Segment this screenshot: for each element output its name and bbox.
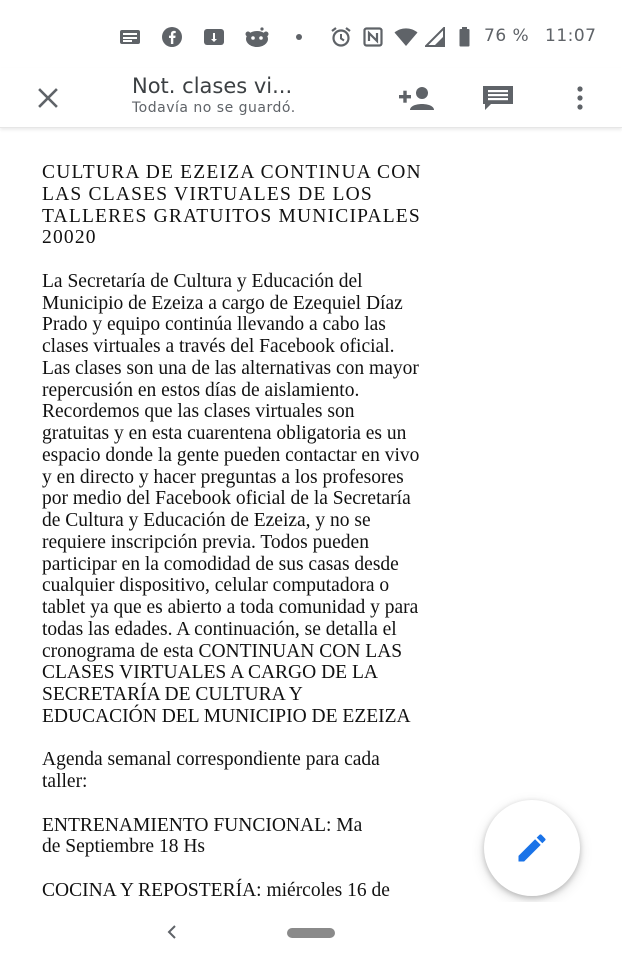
back-icon (165, 923, 179, 941)
text-line: participar en la comodidad de sus casas desde (42, 553, 399, 575)
text-line: cualquier dispositivo, celular computadora o (42, 575, 390, 597)
text-line: SECRETARÍA DE CULTURA Y (42, 684, 303, 705)
text-line: gratuitas y en esta cuarentena obligatoria es un (42, 423, 407, 444)
text-line: tablet ya que es abierto a toda comunidad y para (42, 597, 419, 618)
share-button[interactable] (392, 78, 438, 118)
text-line: espacio donde la gente pueden contactar en vivo (42, 444, 420, 466)
text-line: Municipio de Ezeiza a cargo de Ezequiel Díaz (42, 292, 403, 314)
body-paragraph (42, 271, 587, 728)
status-bar (0, 0, 622, 68)
heading-line: LAS CLASES VIRTUALES DE LOS (42, 183, 373, 205)
text-line: taller: (42, 771, 88, 792)
comment-icon (481, 84, 515, 112)
text-line: Agenda semanal correspondiente para cada (42, 749, 380, 771)
close-icon (36, 86, 60, 110)
text-line: La Secretaría de Cultura y Educación del (42, 270, 363, 292)
text-line: EDUCACIÓN DEL MUNICIPIO DE EZEIZA (42, 705, 411, 727)
heading-line: 20020 (42, 227, 97, 249)
battery-percent: 76 % (484, 26, 530, 46)
wifi-icon (394, 27, 418, 47)
text-line: requiere inscripción previa. Todos pueden (42, 531, 369, 553)
text-line: de Cultura y Educación de Ezeiza, y no se (42, 510, 371, 531)
system-nav-bar (0, 902, 622, 960)
home-pill[interactable] (287, 928, 335, 938)
text-line: CLASES VIRTUALES A CARGO DE LA (42, 662, 378, 684)
nfc-icon (362, 27, 384, 47)
save-status: Todavía no se guardó. (132, 100, 296, 116)
alarm-icon (330, 26, 352, 48)
text-line: Prado y equipo continúa llevando a cabo las (42, 314, 386, 336)
heading (42, 162, 587, 249)
battery-icon (458, 27, 470, 47)
close-button[interactable] (30, 80, 66, 116)
add-person-icon (395, 85, 435, 111)
more-vert-icon (576, 86, 584, 110)
more-options-button[interactable] (566, 80, 594, 116)
back-button[interactable] (160, 920, 184, 944)
text-line: todas las edades. A continuación, se detalla el (42, 618, 397, 640)
notification-icons (118, 24, 474, 50)
clock: 11:07 (545, 26, 597, 46)
signal-icon (424, 27, 446, 47)
media-icon (202, 27, 226, 47)
text-line: COCINA Y REPOSTERÍA: miércoles 16 de (42, 879, 390, 901)
heading-line: TALLERES GRATUITOS MUNICIPALES (42, 205, 421, 227)
agenda-paragraph (42, 749, 587, 793)
text-line: por medio del Facebook oficial de la Secretaría (42, 488, 411, 510)
document-body[interactable] (42, 162, 587, 902)
text-line: y en directo y hacer preguntas a los profesores (42, 466, 404, 488)
reddit-icon (244, 26, 270, 48)
facebook-icon (160, 26, 184, 48)
text-line: cronograma de esta CONTINUAN CON LAS (42, 640, 403, 662)
dot-icon (294, 33, 304, 41)
text-line: Las clases son una de las alternativas con mayor (42, 357, 419, 379)
edit-fab[interactable] (484, 800, 580, 896)
news-icon (118, 28, 142, 46)
comments-button[interactable] (478, 80, 518, 116)
text-line: clases virtuales a través del Facebook oficial. (42, 336, 395, 357)
text-line: repercusión en estos días de aislamiento. (42, 379, 360, 401)
text-line: ENTRENAMIENTO FUNCIONAL: Ma (42, 814, 363, 836)
heading-line: CULTURA DE EZEIZA CONTINUA CON (42, 162, 422, 183)
app-bar (0, 68, 622, 128)
text-line: de Septiembre 18 Hs (42, 836, 206, 858)
document-title[interactable]: Not. clases vi... (132, 74, 293, 98)
text-line: Recordemos que las clases virtuales son (42, 401, 355, 423)
edit-pencil-icon (514, 830, 550, 866)
